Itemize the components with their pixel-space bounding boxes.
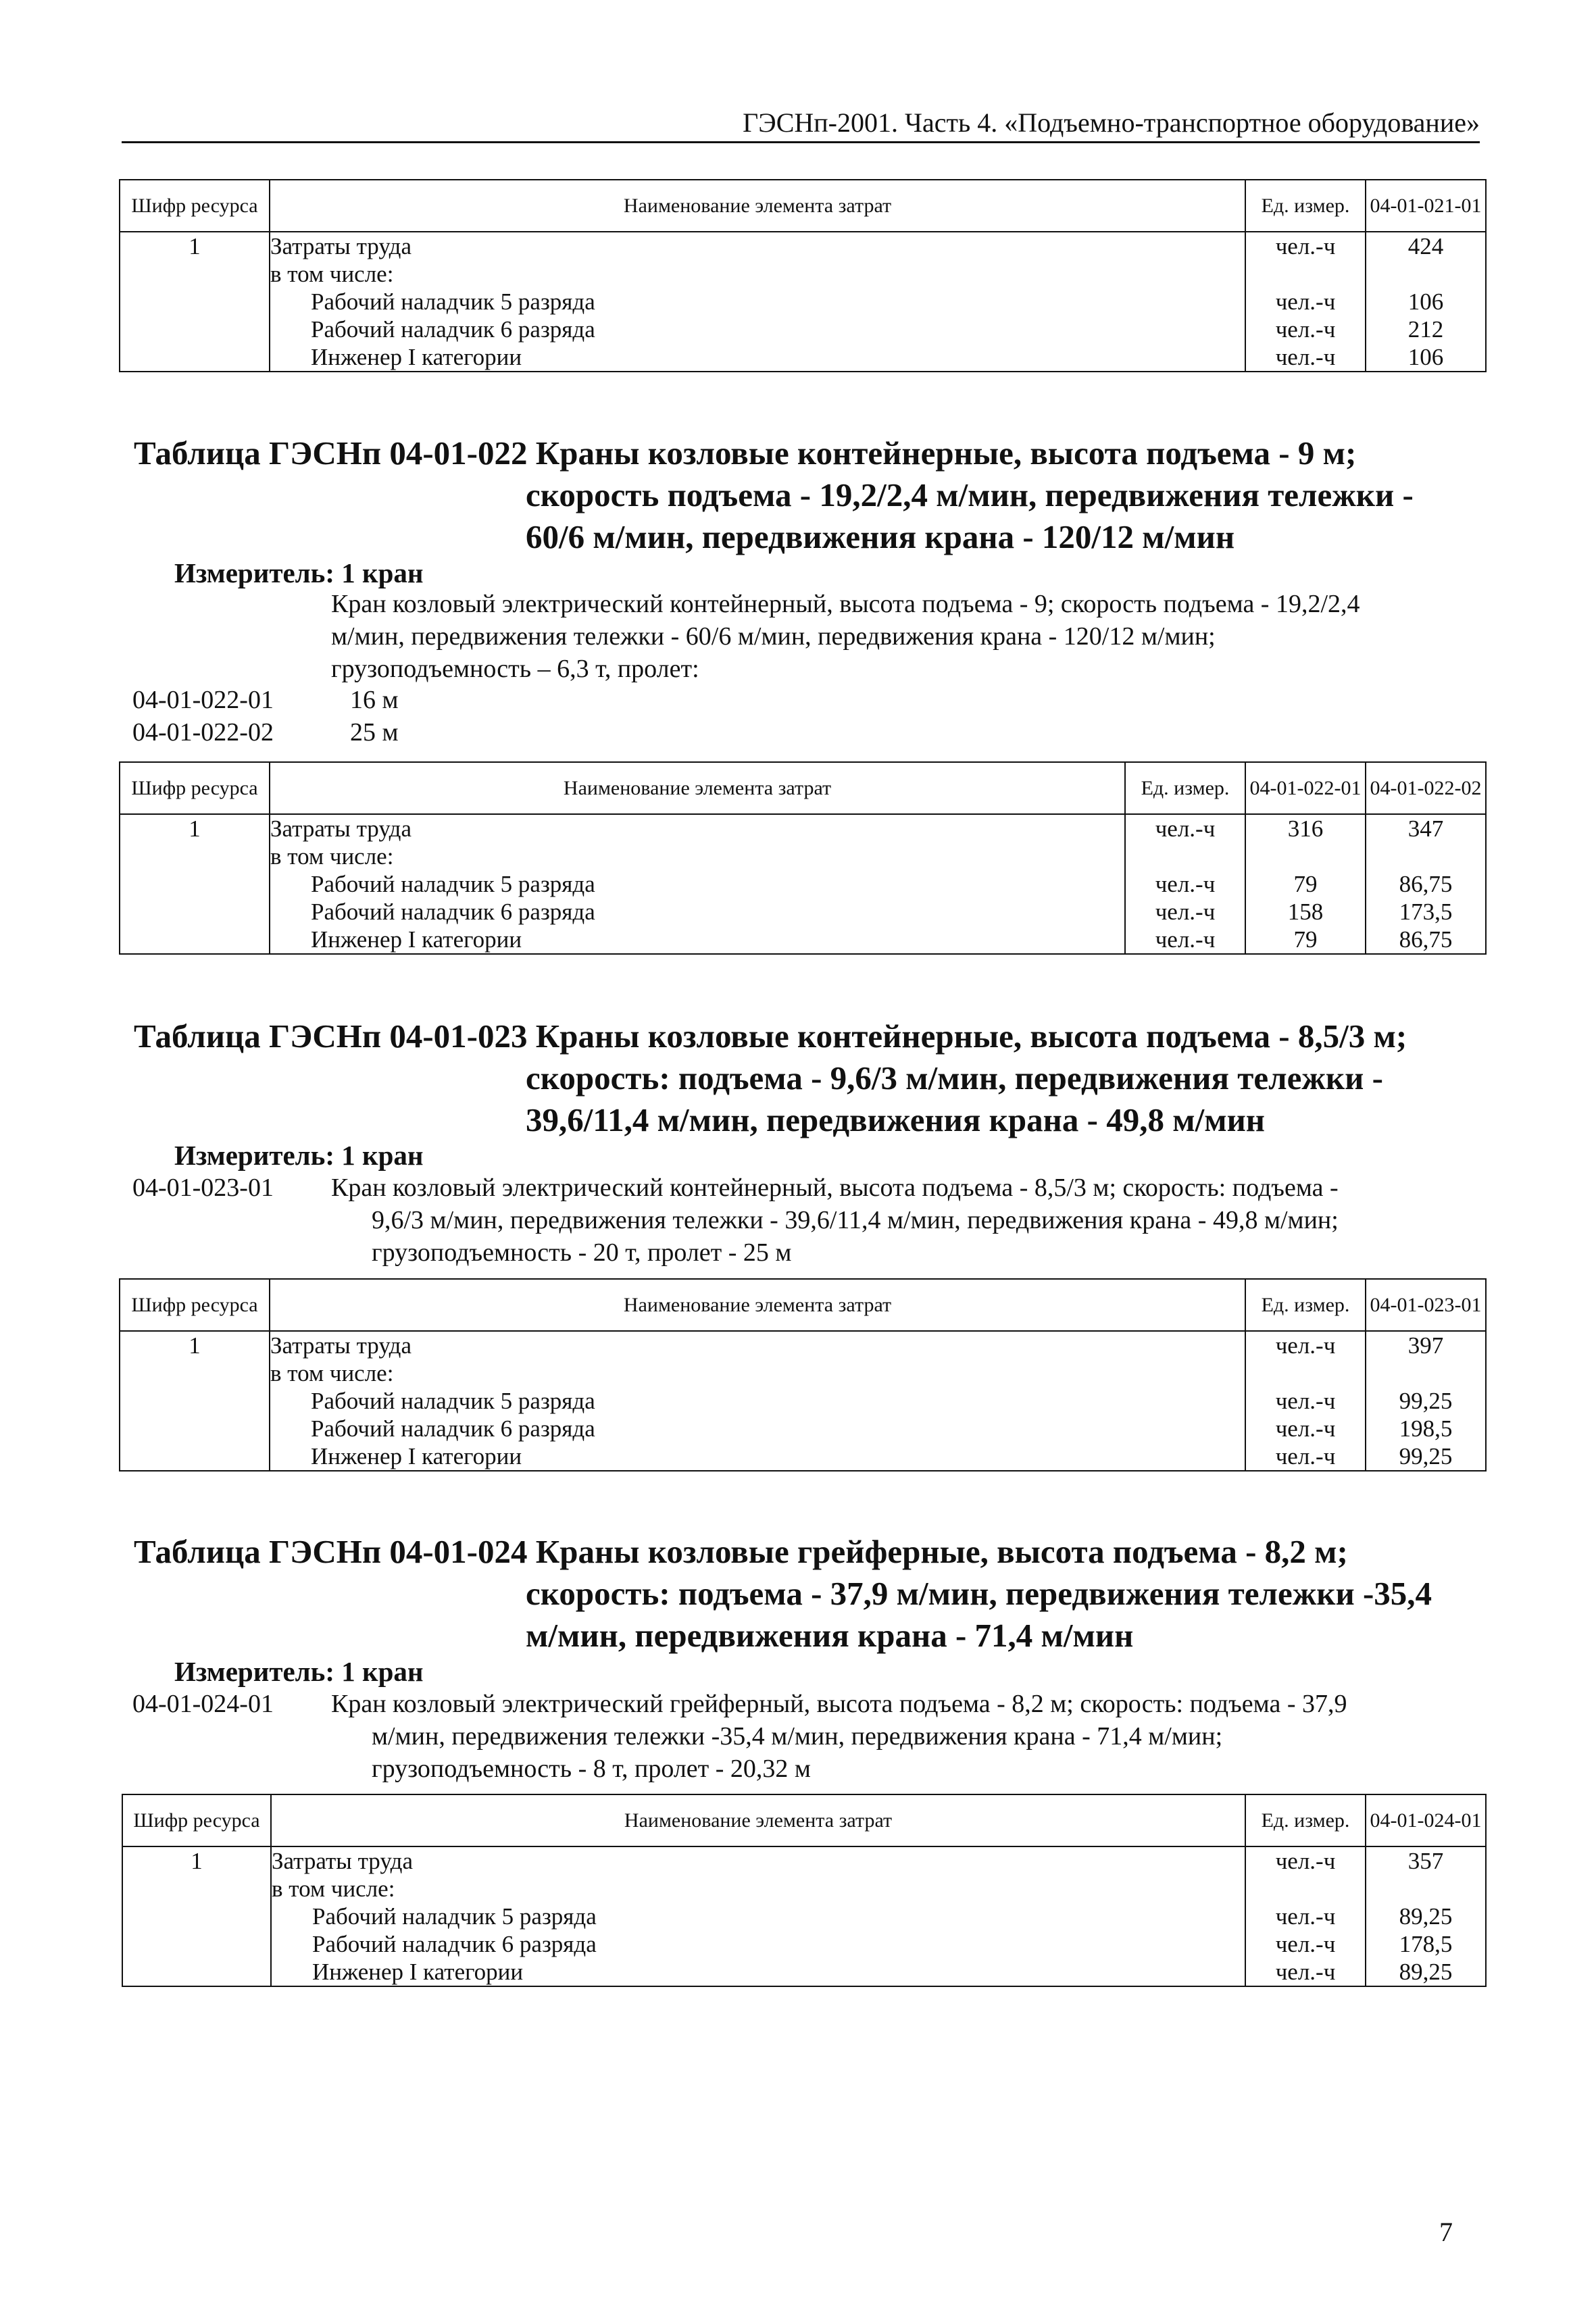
worker6-value: 178,5 bbox=[1399, 1931, 1453, 1957]
unit-value: чел.-ч bbox=[1275, 1388, 1336, 1414]
title-line: скорость подъема - 19,2/2,4 м/мин, передвижения тележки - bbox=[526, 476, 1414, 513]
cost-names-cell bbox=[270, 232, 1245, 372]
description-line: грузоподъемность - 8 т, пролет - 20,32 м bbox=[372, 1755, 811, 1783]
running-header: ГЭСНп-2001. Часть 4. «Подъемно-транспортное оборудование» bbox=[743, 107, 1480, 138]
units-cell bbox=[1125, 814, 1245, 954]
col-resource-header: Шифр ресурса bbox=[122, 1794, 271, 1846]
unit-value: чел.-ч bbox=[1155, 871, 1216, 897]
col-norm-header: 04-01-024-01 bbox=[1366, 1794, 1486, 1846]
units-cell bbox=[1245, 1331, 1366, 1471]
col-resource-header: Шифр ресурса bbox=[120, 762, 270, 814]
page-number: 7 bbox=[1439, 2217, 1453, 2247]
labor-value: 357 bbox=[1407, 1848, 1444, 1874]
col-name-header: Наименование элемента затрат bbox=[270, 1279, 1245, 1331]
cost-names-cell bbox=[270, 1331, 1245, 1471]
description-line: Кран козловый электрический контейнерный, высота подъема - 9; скорость подъема - 19,2/2,4 bbox=[331, 590, 1360, 618]
table-row bbox=[120, 814, 1486, 954]
engineer-value: 86,75 bbox=[1399, 926, 1453, 953]
description-line: 9,6/3 м/мин, передвижения тележки - 39,6/11,4 м/мин, передвижения крана - 49,8 м/мин; bbox=[372, 1206, 1339, 1234]
labor-label: Затраты труда bbox=[270, 1332, 412, 1359]
col-resource-header: Шифр ресурса bbox=[120, 180, 270, 232]
col-name-header: Наименование элемента затрат bbox=[271, 1794, 1245, 1846]
norm-values-cell bbox=[1245, 814, 1366, 954]
labor-label: Затраты труда bbox=[270, 815, 412, 842]
crane-description bbox=[331, 588, 1360, 685]
labor-label: Затраты труда bbox=[270, 233, 412, 259]
resource-table-024 bbox=[122, 1794, 1487, 1987]
resource-code-cell: 1 bbox=[120, 814, 270, 954]
resource-code-cell: 1 bbox=[120, 1331, 270, 1471]
worker6-value: 212 bbox=[1407, 316, 1444, 343]
worker5-value: 89,25 bbox=[1399, 1903, 1453, 1930]
unit-value: чел.-ч bbox=[1275, 233, 1336, 259]
measure-unit: Измеритель: 1 кран bbox=[174, 1656, 424, 1687]
units-cell bbox=[1245, 232, 1366, 372]
cost-names-cell bbox=[271, 1846, 1245, 1986]
worker5-value: 86,75 bbox=[1399, 871, 1453, 897]
description-line: грузоподъемность - 20 т, пролет - 25 м bbox=[372, 1238, 792, 1267]
table-row bbox=[122, 1846, 1486, 1986]
table-header-row bbox=[120, 762, 1486, 814]
title-line: Таблица ГЭСНп 04-01-023 Краны козловые контейнерные, высота подъема - 8,5/3 м; bbox=[134, 1017, 1407, 1055]
title-line: скорость: подъема - 9,6/3 м/мин, передвижения тележки - bbox=[526, 1059, 1383, 1097]
col-norm-header: 04-01-023-01 bbox=[1366, 1279, 1486, 1331]
engineer-label: Инженер I категории bbox=[312, 1959, 524, 1985]
resource-table-023 bbox=[119, 1278, 1487, 1472]
col-norm-header: 04-01-021-01 bbox=[1366, 180, 1486, 232]
measure-unit: Измеритель: 1 кран bbox=[174, 1140, 424, 1171]
labor-value: 424 bbox=[1407, 233, 1444, 259]
unit-value: чел.-ч bbox=[1275, 1443, 1336, 1469]
norm-values-cell bbox=[1366, 232, 1486, 372]
description-line: грузоподъемность – 6,3 т, пролет: bbox=[331, 655, 699, 683]
table-header-row bbox=[122, 1794, 1486, 1846]
units-cell bbox=[1245, 1846, 1366, 1986]
section-title-024 bbox=[134, 1531, 1432, 1657]
engineer-value: 79 bbox=[1293, 926, 1318, 953]
worker6-label: Рабочий наладчик 6 разряда bbox=[312, 1931, 597, 1957]
unit-value: чел.-ч bbox=[1275, 1415, 1336, 1442]
resource-table-021 bbox=[119, 179, 1487, 372]
labor-label: Затраты труда bbox=[272, 1848, 413, 1874]
unit-value: чел.-ч bbox=[1155, 815, 1216, 842]
resource-table-022 bbox=[119, 761, 1487, 955]
description-line: м/мин, передвижения тележки -35,4 м/мин, передвижения крана - 71,4 м/мин; bbox=[372, 1722, 1223, 1751]
col-norm-header: 04-01-022-01 bbox=[1245, 762, 1366, 814]
labor-value: 316 bbox=[1287, 815, 1324, 842]
unit-value: чел.-ч bbox=[1275, 1931, 1336, 1957]
description-line: Кран козловый электрический контейнерный, высота подъема - 8,5/3 м; скорость: подъема - bbox=[331, 1174, 1339, 1202]
unit-value: чел.-ч bbox=[1155, 899, 1216, 925]
engineer-value: 89,25 bbox=[1399, 1959, 1453, 1985]
norm-values-cell bbox=[1366, 1331, 1486, 1471]
unit-value: чел.-ч bbox=[1275, 344, 1336, 370]
variant-code: 04-01-022-01 bbox=[132, 686, 274, 714]
worker6-value: 198,5 bbox=[1399, 1415, 1453, 1442]
table-header-row bbox=[120, 180, 1486, 232]
table-row bbox=[120, 1331, 1486, 1471]
title-line: скорость: подъема - 37,9 м/мин, передвижения тележки -35,4 bbox=[526, 1575, 1432, 1612]
variant-span: 16 м bbox=[350, 686, 399, 714]
unit-value: чел.-ч bbox=[1275, 1959, 1336, 1985]
engineer-label: Инженер I категории bbox=[311, 926, 522, 953]
including-label: в том числе: bbox=[270, 261, 394, 287]
section-title-022 bbox=[134, 432, 1414, 558]
including-label: в том числе: bbox=[272, 1876, 395, 1902]
resource-code-cell: 1 bbox=[122, 1846, 271, 1986]
unit-value: чел.-ч bbox=[1275, 288, 1336, 315]
unit-value: чел.-ч bbox=[1275, 316, 1336, 343]
table-row bbox=[120, 232, 1486, 372]
variant-code: 04-01-023-01 bbox=[132, 1174, 274, 1202]
cost-names-cell bbox=[270, 814, 1125, 954]
header-rule bbox=[122, 141, 1480, 143]
worker5-label: Рабочий наладчик 5 разряда bbox=[312, 1903, 597, 1930]
measure-unit: Измеритель: 1 кран bbox=[174, 557, 424, 588]
title-line: м/мин, передвижения крана - 71,4 м/мин bbox=[526, 1617, 1134, 1654]
worker5-value: 79 bbox=[1293, 871, 1318, 897]
variant-span: 25 м bbox=[350, 718, 399, 747]
worker5-value: 99,25 bbox=[1399, 1388, 1453, 1414]
unit-value: чел.-ч bbox=[1275, 1848, 1336, 1874]
including-label: в том числе: bbox=[270, 1360, 394, 1386]
col-resource-header: Шифр ресурса bbox=[120, 1279, 270, 1331]
description-line: Кран козловый электрический грейферный, высота подъема - 8,2 м; скорость: подъема - 37,9 bbox=[331, 1690, 1347, 1718]
worker6-value: 173,5 bbox=[1399, 899, 1453, 925]
col-name-header: Наименование элемента затрат bbox=[270, 180, 1245, 232]
worker6-label: Рабочий наладчик 6 разряда bbox=[311, 316, 595, 343]
worker5-label: Рабочий наладчик 5 разряда bbox=[311, 1388, 595, 1414]
col-norm-header: 04-01-022-02 bbox=[1366, 762, 1486, 814]
col-unit-header: Ед. измер. bbox=[1245, 1794, 1366, 1846]
norm-values-cell bbox=[1366, 1846, 1486, 1986]
section-title-023 bbox=[134, 1015, 1407, 1141]
col-name-header: Наименование элемента затрат bbox=[270, 762, 1125, 814]
labor-value: 347 bbox=[1407, 815, 1444, 842]
worker6-value: 158 bbox=[1287, 899, 1324, 925]
worker5-label: Рабочий наладчик 5 разряда bbox=[311, 871, 595, 897]
engineer-value: 106 bbox=[1407, 344, 1444, 370]
title-line: 39,6/11,4 м/мин, передвижения крана - 49,8 м/мин bbox=[526, 1101, 1266, 1138]
including-label: в том числе: bbox=[270, 843, 394, 870]
description-line: м/мин, передвижения тележки - 60/6 м/мин, передвижения крана - 120/12 м/мин; bbox=[331, 622, 1216, 651]
worker5-value: 106 bbox=[1407, 288, 1444, 315]
engineer-label: Инженер I категории bbox=[311, 1443, 522, 1469]
title-line: Таблица ГЭСНп 04-01-022 Краны козловые контейнерные, высота подъема - 9 м; bbox=[134, 434, 1357, 472]
unit-value: чел.-ч bbox=[1275, 1332, 1336, 1359]
variant-code: 04-01-022-02 bbox=[132, 718, 274, 747]
crane-description bbox=[331, 1688, 1347, 1785]
crane-description bbox=[331, 1172, 1339, 1269]
labor-value: 397 bbox=[1407, 1332, 1444, 1359]
table-header-row bbox=[120, 1279, 1486, 1331]
unit-value: чел.-ч bbox=[1275, 1903, 1336, 1930]
worker6-label: Рабочий наладчик 6 разряда bbox=[311, 899, 595, 925]
title-line: Таблица ГЭСНп 04-01-024 Краны козловые грейферные, высота подъема - 8,2 м; bbox=[134, 1533, 1348, 1570]
norm-values-cell bbox=[1366, 814, 1486, 954]
variant-code: 04-01-024-01 bbox=[132, 1690, 274, 1718]
resource-code-cell: 1 bbox=[120, 232, 270, 372]
title-line: 60/6 м/мин, передвижения крана - 120/12 м/мин bbox=[526, 518, 1235, 555]
worker6-label: Рабочий наладчик 6 разряда bbox=[311, 1415, 595, 1442]
col-unit-header: Ед. измер. bbox=[1245, 180, 1366, 232]
col-unit-header: Ед. измер. bbox=[1125, 762, 1245, 814]
col-unit-header: Ед. измер. bbox=[1245, 1279, 1366, 1331]
unit-value: чел.-ч bbox=[1155, 926, 1216, 953]
engineer-value: 99,25 bbox=[1399, 1443, 1453, 1469]
engineer-label: Инженер I категории bbox=[311, 344, 522, 370]
worker5-label: Рабочий наладчик 5 разряда bbox=[311, 288, 595, 315]
